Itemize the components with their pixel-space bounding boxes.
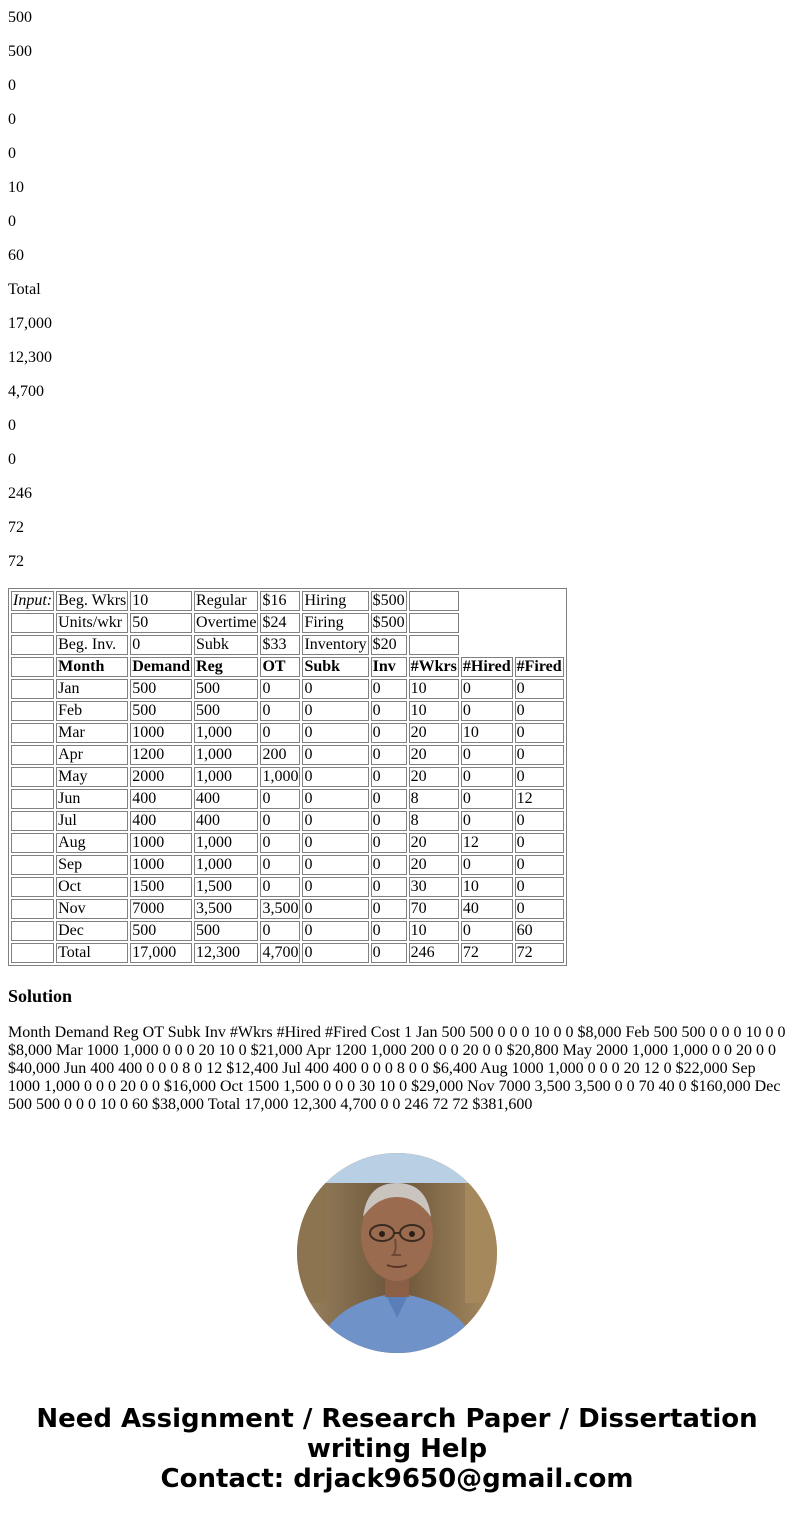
table-row (11, 679, 564, 699)
table-cell: 20 (409, 855, 459, 875)
table-cell: 12 (515, 789, 564, 809)
table-cell: $20 (371, 635, 407, 655)
table-cell: 0 (260, 921, 300, 941)
table-cell: 0 (371, 767, 407, 787)
table-cell: 1500 (130, 877, 192, 897)
table-cell: 20 (409, 723, 459, 743)
aggregate-plan-table (8, 588, 567, 966)
table-cell: 0 (371, 723, 407, 743)
month-cell: Nov (56, 899, 128, 919)
empty-cell (461, 635, 513, 655)
empty-cell (515, 613, 564, 633)
table-cell: 0 (260, 877, 300, 897)
table-cell: 0 (260, 701, 300, 721)
table-row (11, 877, 564, 897)
empty-cell (461, 613, 513, 633)
table-row (11, 899, 564, 919)
table-cell: 1,500 (194, 877, 258, 897)
month-cell: Dec (56, 921, 128, 941)
empty-cell (11, 635, 54, 655)
table-row (11, 701, 564, 721)
top-value: 500 (8, 43, 32, 60)
table-cell: 0 (371, 899, 407, 919)
table-cell: 0 (371, 921, 407, 941)
table-cell: 0 (371, 679, 407, 699)
empty-cell (11, 745, 54, 765)
input-row (11, 635, 564, 655)
table-cell: 0 (302, 767, 368, 787)
table-cell: 500 (130, 921, 192, 941)
table-cell: 0 (461, 855, 513, 875)
top-value: Total (8, 281, 41, 298)
footer-contact: Contact: drjack9650@gmail.com (160, 1464, 634, 1494)
table-cell: 0 (461, 745, 513, 765)
table-cell: 1200 (130, 745, 192, 765)
table-cell: 0 (461, 921, 513, 941)
top-value: 17,000 (8, 315, 52, 332)
table-cell: $500 (372, 592, 405, 609)
top-value: 72 (8, 519, 24, 536)
table-cell: 10 (409, 679, 459, 699)
table-cell: 8 (409, 811, 459, 831)
column-header: Reg (194, 657, 258, 677)
input-label: Input: (13, 592, 53, 609)
table-cell: 0 (461, 789, 513, 809)
empty-cell (11, 789, 54, 809)
table-cell: 0 (515, 767, 564, 787)
table-cell: 0 (371, 833, 407, 853)
table-cell: 500 (194, 701, 258, 721)
table-cell: 0 (461, 811, 513, 831)
table-cell: 0 (302, 745, 368, 765)
table-cell: 400 (194, 789, 258, 809)
table-row (11, 855, 564, 875)
table-cell: Firing (302, 613, 368, 633)
author-avatar (297, 1153, 497, 1353)
table-cell: 12,300 (194, 943, 258, 963)
table-cell: 200 (260, 745, 300, 765)
table-cell: 1000 (130, 723, 192, 743)
table-cell: 0 (371, 877, 407, 897)
table-cell: 400 (194, 811, 258, 831)
table-cell: 0 (260, 723, 300, 743)
column-header: #Wkrs (410, 658, 457, 675)
table-row (11, 811, 564, 831)
table-cell: 2000 (130, 767, 192, 787)
empty-cell (11, 855, 54, 875)
table-cell: 0 (260, 679, 300, 699)
column-header: Inv (371, 657, 407, 677)
table-cell: 7000 (130, 899, 192, 919)
month-cell: Apr (56, 745, 128, 765)
table-cell: 0 (461, 679, 513, 699)
empty-cell (11, 701, 54, 721)
month-cell: Total (56, 943, 128, 963)
table-cell: 60 (515, 921, 564, 941)
table-cell: 20 (409, 767, 459, 787)
empty-cell (11, 877, 54, 897)
table-cell: 500 (130, 701, 192, 721)
table-cell: 0 (515, 855, 564, 875)
table-cell: 0 (371, 701, 407, 721)
table-cell: Units/wkr (56, 613, 128, 633)
empty-cell (461, 591, 513, 611)
table-cell: 0 (302, 877, 368, 897)
table-cell: 0 (461, 701, 513, 721)
table-cell: Beg. Wkrs (58, 592, 127, 609)
top-value: 0 (8, 145, 16, 162)
table-cell: Hiring (302, 591, 368, 611)
table-cell: 0 (515, 877, 564, 897)
footer-line: Need Assignment / Research Paper / Dissertation (36, 1404, 758, 1434)
table-cell: 1,000 (194, 833, 258, 853)
top-value: 72 (8, 553, 24, 570)
top-value: 0 (8, 213, 16, 230)
portrait-image (297, 1153, 497, 1353)
top-value: 0 (8, 111, 16, 128)
table-cell: 0 (515, 899, 564, 919)
month-cell: Jan (56, 679, 128, 699)
table-cell: 500 (194, 679, 258, 699)
table-cell: 20 (409, 745, 459, 765)
table-cell: 12 (461, 833, 513, 853)
table-cell: Overtime (196, 614, 257, 631)
table-cell: 0 (302, 811, 368, 831)
table-cell: 1,000 (194, 767, 258, 787)
table-cell: Beg. Inv. (56, 635, 128, 655)
table-cell: 0 (260, 855, 300, 875)
input-row (11, 613, 564, 633)
table-cell: 17,000 (130, 943, 192, 963)
table-cell: 1,000 (194, 855, 258, 875)
table-cell: 8 (409, 789, 459, 809)
table-cell: 3,500 (194, 899, 258, 919)
table-cell: 1000 (130, 833, 192, 853)
month-cell: Mar (56, 723, 128, 743)
table-cell: 50 (130, 613, 192, 633)
table-cell: 10 (461, 877, 513, 897)
empty-cell (515, 591, 564, 611)
table-cell: 0 (260, 811, 300, 831)
month-cell: Jun (56, 789, 128, 809)
table-cell: 10 (130, 591, 192, 611)
empty-cell (409, 613, 459, 633)
top-value: 10 (8, 179, 24, 196)
table-cell: 0 (302, 899, 368, 919)
table-cell: 10 (461, 723, 513, 743)
top-value: 246 (8, 485, 32, 502)
table-cell: 40 (461, 899, 513, 919)
table-cell: 72 (515, 943, 564, 963)
month-cell: Oct (56, 877, 128, 897)
empty-cell (409, 591, 459, 611)
table-cell: 20 (409, 833, 459, 853)
footer-banner (0, 1404, 794, 1494)
month-cell: Sep (56, 855, 128, 875)
table-cell: Inventory (304, 636, 367, 653)
column-header: Month (56, 657, 128, 677)
table-cell: 0 (461, 767, 513, 787)
empty-cell (515, 635, 564, 655)
top-value: 0 (8, 417, 16, 434)
table-cell: 0 (302, 833, 368, 853)
empty-cell (11, 767, 54, 787)
column-header: Subk (302, 657, 368, 677)
table-cell: 72 (461, 943, 513, 963)
top-value: 500 (8, 9, 32, 26)
table-cell: $500 (372, 614, 405, 631)
table-cell: 1000 (130, 855, 192, 875)
table-cell: 0 (515, 679, 564, 699)
column-header: #Fired (516, 658, 562, 675)
table-cell: 0 (371, 943, 407, 963)
table-row (11, 921, 564, 941)
empty-cell (11, 833, 54, 853)
table-cell: 0 (302, 679, 368, 699)
table-cell: 0 (515, 701, 564, 721)
column-header: Demand (132, 658, 191, 675)
empty-cell (11, 811, 54, 831)
top-values-list (8, 0, 52, 578)
table-cell: 246 (409, 943, 459, 963)
month-cell: Jul (56, 811, 128, 831)
table-cell: 0 (515, 811, 564, 831)
table-cell: 0 (371, 811, 407, 831)
footer-line: writing Help (306, 1434, 488, 1464)
table-cell: 1,000 (262, 768, 299, 785)
table-cell: 0 (302, 855, 368, 875)
table-cell: 0 (515, 833, 564, 853)
table-cell: 0 (371, 855, 407, 875)
top-value: 4,700 (8, 383, 44, 400)
table-header-row (11, 657, 564, 677)
table-cell: 0 (515, 723, 564, 743)
table-cell: $16 (260, 591, 300, 611)
column-header: #Hired (462, 658, 511, 675)
table-cell: 0 (302, 921, 368, 941)
table-row (11, 789, 564, 809)
table-cell: 30 (409, 877, 459, 897)
table-body (11, 679, 564, 963)
table-cell: Subk (194, 635, 258, 655)
solution-heading: Solution (8, 986, 73, 1006)
table-cell: 10 (409, 921, 459, 941)
table-cell: 1,000 (194, 723, 258, 743)
top-value: 0 (8, 451, 16, 468)
table-cell: $24 (260, 613, 300, 633)
table-cell: 3,500 (262, 900, 299, 917)
empty-cell (11, 943, 54, 963)
table-cell: 400 (130, 789, 192, 809)
table-cell: 0 (371, 789, 407, 809)
empty-cell (11, 679, 54, 699)
month-cell: May (56, 767, 128, 787)
table-cell: 0 (302, 789, 368, 809)
input-row (11, 591, 564, 611)
empty-cell (11, 613, 54, 633)
table-cell: 1,000 (194, 745, 258, 765)
table-cell: $33 (260, 635, 300, 655)
empty-cell (11, 657, 54, 677)
solution-text: Month Demand Reg OT Subk Inv #Wkrs #Hired #Fired Cost 1 Jan 500 500 0 0 0 10 0 0 $8,000 Feb 500 500 0 0 0 10 0 0 $8,000 Mar 1000 1,000 0 0 0 20 10 0 $21,000 Apr 1200 1,000 200 0 0 20 0 0 $20,800 May 2000 1,000 1,000 0 0 20 0 0 $40,000 Jun 400 400 0 0 0 8 0 12 $12,400 Jul 400 400 0 0 0 8 0 0 $6,400 Aug 1000 1,000 0 0 0 20 12 0 $22,000 Sep 1000 1,000 0 0 0 20 0 0 $16,000 Oct 1500 1,500 0 0 0 30 10 0 $29,000 Nov 7000 3,500 3,500 0 0 70 40 0 $160,000 Dec 500 500 0 0 0 10 0 60 $38,000 Total 17,000 12,300 4,700 0 0 246 72 72 $381,600 (8, 1024, 786, 1113)
table-cell: 0 (260, 789, 300, 809)
table-row (11, 767, 564, 787)
top-value: 0 (8, 77, 16, 94)
top-value: 60 (8, 247, 24, 264)
table-cell: 10 (409, 701, 459, 721)
month-cell: Aug (56, 833, 128, 853)
table-cell: 500 (130, 679, 192, 699)
empty-cell (409, 635, 459, 655)
empty-cell (11, 899, 54, 919)
empty-cell (11, 723, 54, 743)
table-row (11, 745, 564, 765)
table-cell: 0 (130, 635, 192, 655)
table-row (11, 833, 564, 853)
table-cell: 0 (260, 833, 300, 853)
table-cell: 500 (194, 921, 258, 941)
table-cell: 0 (302, 701, 368, 721)
table-row (11, 723, 564, 743)
month-cell: Feb (56, 701, 128, 721)
top-value: 12,300 (8, 349, 52, 366)
table-cell: 70 (409, 899, 459, 919)
column-header: OT (260, 657, 300, 677)
table-cell: 0 (302, 943, 368, 963)
table-cell: 4,700 (262, 944, 299, 961)
empty-cell (11, 921, 54, 941)
table-cell: 0 (371, 745, 407, 765)
table-cell: 0 (302, 723, 368, 743)
table-cell: 400 (130, 811, 192, 831)
table-cell: 0 (515, 745, 564, 765)
table-row (11, 943, 564, 963)
table-cell: Regular (194, 591, 258, 611)
